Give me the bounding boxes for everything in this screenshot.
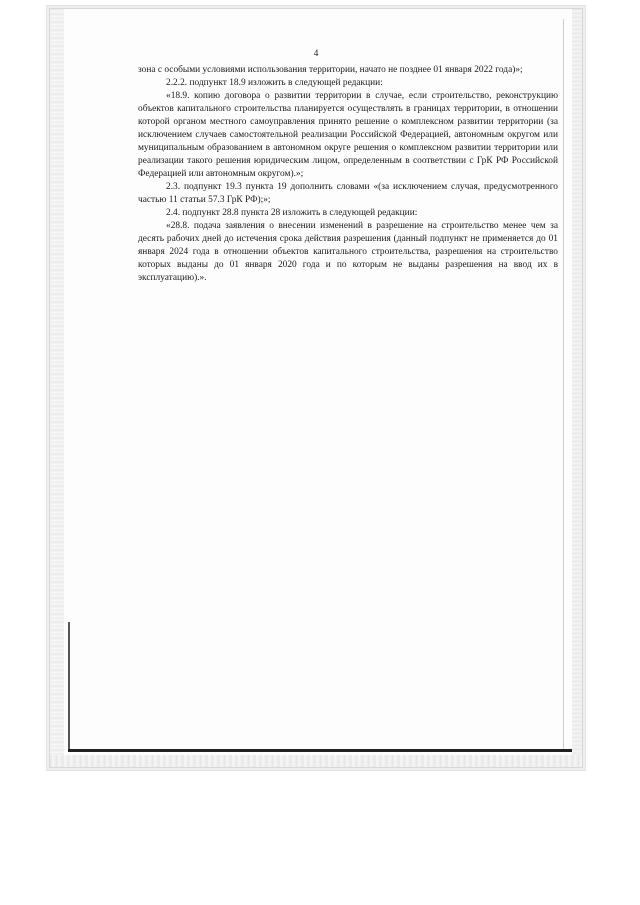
frame-left-line	[68, 622, 70, 752]
paragraph: зона с особыми условиями использования территории, начато не позднее 01 января 2022 года)»;	[138, 65, 523, 75]
frame-bottom-line	[68, 749, 572, 752]
page-number: 4	[313, 49, 319, 59]
paragraph: «28.8. подача заявления о внесении изменений в разрешение на строительство менее чем за десять рабочих дней до истечения срока действия разрешения (данный подпункт не применяется до 01 января 2024 года в отношении объектов капитального строительства, разрешения на строительство которых выданы до 01 января 2020 года и по которым не выданы разрешения на ввод их в эксплуатацию).».	[138, 221, 558, 283]
scanned-page	[49, 8, 583, 768]
paragraph: 2.3. подпункт 19.3 пункта 19 дополнить словами «(за исключением случая, предусмотренного частью 11 статьи 57.3 ГрК РФ);»;	[138, 182, 558, 205]
paragraph: «18.9. копию договора о развитии территории в случае, если строительство, реконструкцию объектов капитального строительства планируется осуществлять в границах территории, в отношении которой органом местного самоуправления принято решение о комплексном развитии территории (за исключением случаев самостоятельной реализации Российской Федерацией, автономным округом или муниципальным образованием в автономном округе решения о комплексном развитии территории или реализации такого решения юридическим лицом, определенным в соответствии с ГрК РФ Российской Федерацией или автономным округом).»;	[138, 91, 558, 179]
paragraph: 2.4. подпункт 28.8 пункта 28 изложить в следующей редакции:	[166, 208, 418, 218]
scan-left-edge	[50, 9, 64, 767]
scan-right-edge	[572, 9, 582, 767]
document-body	[138, 64, 558, 285]
scan-bottom-edge	[50, 755, 582, 767]
scan-fold-line	[563, 19, 564, 749]
paragraph: 2.2.2. подпункт 18.9 изложить в следующей редакции:	[166, 78, 383, 88]
